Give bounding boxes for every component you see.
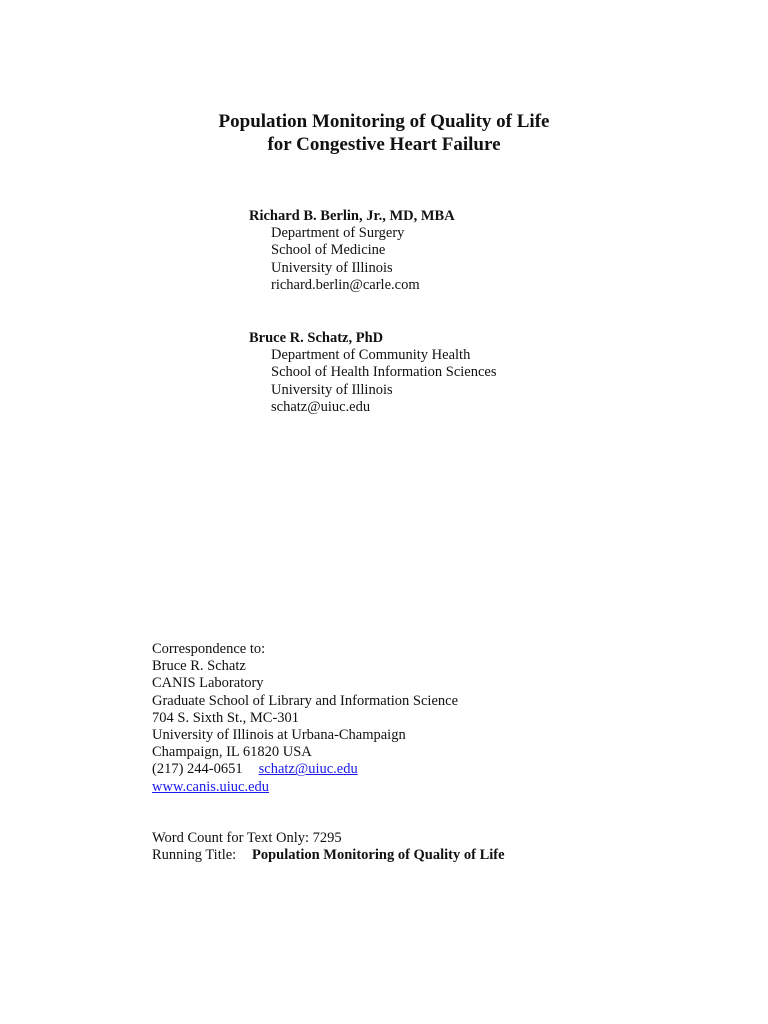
paper-title bbox=[0, 110, 768, 156]
correspondence-city: Champaign, IL 61820 USA bbox=[152, 744, 312, 761]
correspondence-website-line bbox=[152, 779, 712, 796]
author-department: Department of Community Health bbox=[271, 347, 471, 364]
correspondence-street: 704 S. Sixth St., MC-301 bbox=[152, 709, 300, 726]
correspondence-name: Bruce R. Schatz bbox=[152, 658, 246, 675]
paper-meta bbox=[152, 830, 712, 864]
correspondence-email-link[interactable]: schatz@uiuc.edu bbox=[258, 761, 358, 778]
correspondence-university: University of Illinois at Urbana-Champaign bbox=[152, 727, 406, 744]
author-department: Department of Surgery bbox=[271, 225, 405, 242]
correspondence-phone: (217) 244-0651 bbox=[152, 761, 243, 778]
correspondence-heading: Correspondence to: bbox=[152, 641, 266, 657]
correspondence-contact-line bbox=[152, 761, 712, 778]
running-title-value: Population Monitoring of Quality of Life bbox=[252, 847, 505, 864]
author-school: School of Medicine bbox=[271, 242, 386, 259]
correspondence-block bbox=[152, 641, 712, 796]
title-line-1: Population Monitoring of Quality of Life bbox=[218, 111, 550, 132]
author-block-schatz bbox=[249, 330, 729, 416]
word-count: Word Count for Text Only: 7295 bbox=[152, 830, 342, 846]
author-email: schatz@uiuc.edu bbox=[271, 398, 371, 415]
author-name: Bruce R. Schatz, PhD bbox=[249, 330, 384, 346]
title-line-2: for Congestive Heart Failure bbox=[267, 134, 501, 155]
author-email: richard.berlin@carle.com bbox=[271, 276, 420, 293]
author-name: Richard B. Berlin, Jr., MD, MBA bbox=[249, 208, 455, 224]
correspondence-school: Graduate School of Library and Information Science bbox=[152, 692, 459, 709]
author-university: University of Illinois bbox=[271, 259, 393, 276]
running-title-line bbox=[152, 847, 712, 864]
running-title-label: Running Title: bbox=[152, 847, 237, 864]
correspondence-website-link[interactable]: www.canis.uiuc.edu bbox=[152, 778, 270, 795]
author-school: School of Health Information Sciences bbox=[271, 364, 497, 381]
correspondence-lab: CANIS Laboratory bbox=[152, 675, 264, 692]
author-university: University of Illinois bbox=[271, 381, 393, 398]
author-block-berlin bbox=[249, 208, 729, 294]
